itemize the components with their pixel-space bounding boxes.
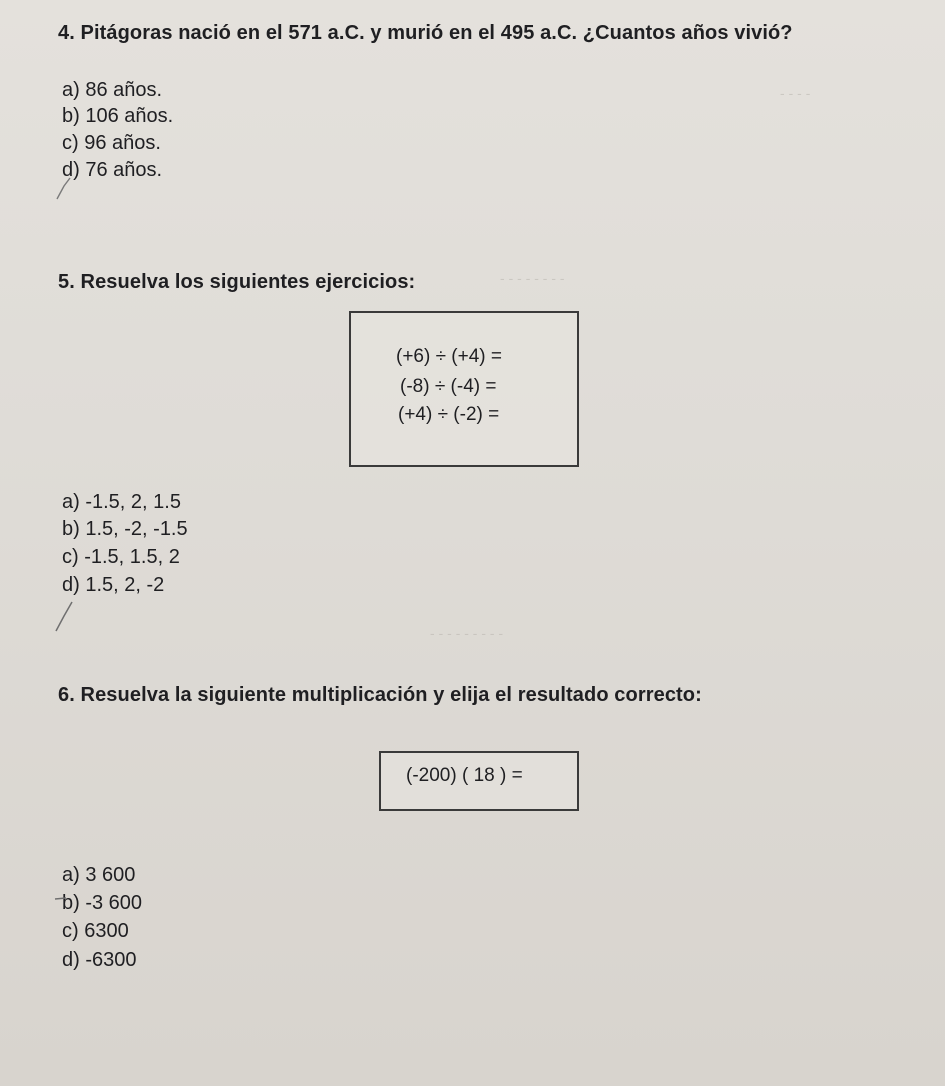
question-6-option-c[interactable]: c) 6300	[62, 920, 129, 942]
multiplication-expression: (-200) ( 18 ) =	[406, 765, 523, 786]
question-4-option-b[interactable]: b) 106 años.	[62, 105, 174, 127]
question-6-title: 6. Resuelva la siguiente multiplicación y elija el resultado correcto:	[58, 684, 702, 706]
question-5-title: 5. Resuelva los siguientes ejercicios:	[58, 271, 416, 293]
question-4-option-a[interactable]: a) 86 años.	[62, 79, 163, 101]
question-5-option-a[interactable]: a) -1.5, 2, 1.5	[62, 491, 181, 513]
bleed-through-text: - - - -	[780, 85, 811, 101]
bleed-through-text: - - - - - - - - -	[430, 625, 504, 641]
question-4-option-d[interactable]: d) 76 años.	[62, 159, 163, 181]
pencil-mark	[50, 590, 90, 635]
exercise-line-3: (+4) ÷ (-2) =	[398, 404, 500, 425]
exercise-line-2: (-8) ÷ (-4) =	[400, 376, 497, 397]
question-5-option-b[interactable]: b) 1.5, -2, -1.5	[62, 518, 188, 540]
pencil-mark	[54, 896, 68, 902]
question-5-option-c[interactable]: c) -1.5, 1.5, 2	[62, 546, 180, 568]
bleed-through-text: - - - - - - - -	[500, 270, 565, 286]
question-4-title: 4. Pitágoras nació en el 571 a.C. y murió en el 495 a.C. ¿Cuantos años vivió?	[58, 22, 793, 44]
exercise-line-1: (+6) ÷ (+4) =	[396, 346, 502, 367]
question-4-option-c[interactable]: c) 96 años.	[62, 132, 161, 154]
question-6-option-a[interactable]: a) 3 600	[62, 864, 136, 886]
question-6-option-d[interactable]: d) -6300	[62, 949, 137, 971]
question-5-option-d[interactable]: d) 1.5, 2, -2	[62, 574, 165, 596]
question-6-option-b[interactable]: b) -3 600	[62, 892, 143, 914]
pencil-mark	[54, 172, 84, 202]
